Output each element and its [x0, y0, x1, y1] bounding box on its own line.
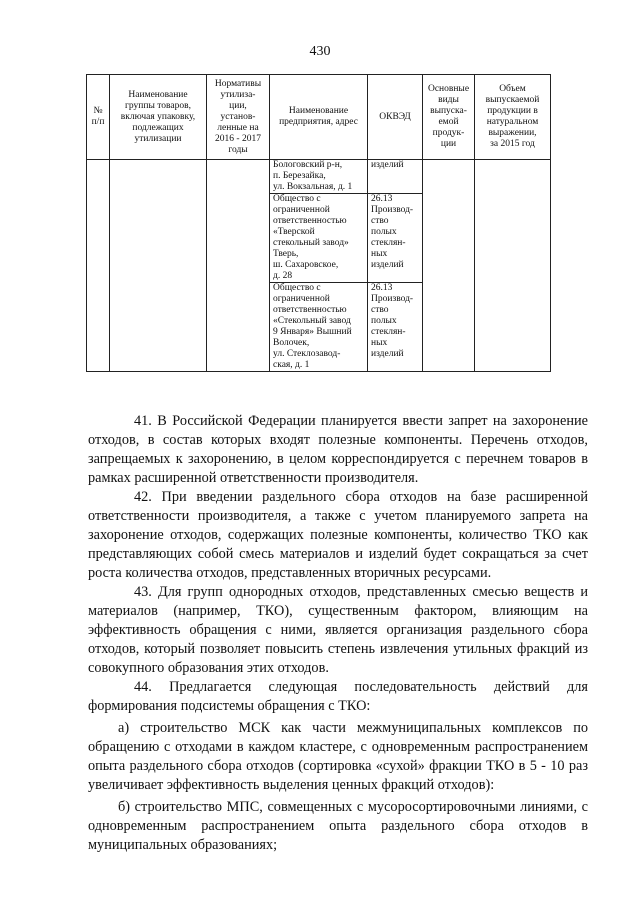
- header-line: ОКВЭД: [379, 111, 411, 122]
- okved-cell: [368, 283, 423, 372]
- okved-line: ных: [371, 338, 388, 348]
- okved-line: полых: [371, 316, 397, 326]
- header-line: Основные: [427, 84, 470, 94]
- header-line: Нормативы: [214, 78, 262, 89]
- header-line: ции: [440, 139, 457, 149]
- okved-line: изделий: [371, 349, 404, 359]
- volume-cell: [475, 160, 551, 372]
- company-line: д. 28: [273, 271, 293, 281]
- paragraph-43: 43. Для групп однородных отходов, представленных смесью веществ и материалов (например, ТКО), существенным фактором, влияющим на эффективность обращения с ними, является организация раздельного сбора отходов, который позволяет повысить степень извлечения утильных фракций из совокупного образования этих отходов.: [88, 584, 588, 676]
- okved-line: ство: [371, 216, 389, 226]
- page-number: 430: [309, 44, 331, 59]
- company-line: стекольный завод»: [273, 238, 349, 248]
- company-line: ответственностью: [273, 305, 347, 315]
- okved-line: 26.13: [371, 283, 393, 293]
- company-line: п. Березайка,: [273, 171, 326, 181]
- header-line: 2016 - 2017: [215, 133, 261, 144]
- paragraph-41: 41. В Российской Федерации планируется ввести запрет на захоронение отходов, в состав которых входят полезные компоненты. Перечень отходов, запрещаемых к захоронению, в целом корреспондируется с перечнем товаров в рамках расширенной ответственности производителя.: [88, 413, 588, 486]
- company-line: ская, д. 1: [273, 360, 310, 370]
- header-line: ленные на: [217, 122, 259, 133]
- company-line: ответственностью: [273, 216, 347, 226]
- row-number-cell: [87, 160, 110, 372]
- header-line: №: [93, 106, 103, 116]
- paragraph-44b: б) строительство МПС, совмещенных с мусоросортировочными линиями, с одновременным распространением опыта раздельного сбора отходов в муниципальных образованиях;: [88, 799, 588, 853]
- okved-line: изделий: [371, 160, 404, 170]
- enterprise-table: [86, 74, 551, 372]
- header-line: ции,: [229, 100, 247, 111]
- company-line: ш. Сахаровское,: [273, 260, 339, 270]
- header-line: включая упаковку,: [120, 111, 196, 122]
- header-line: годы: [228, 144, 248, 155]
- header-line: емой: [438, 117, 459, 127]
- main-products-cell: [423, 160, 475, 372]
- table-header-row: [87, 75, 551, 160]
- header-line: Объем: [499, 84, 526, 94]
- header-line: выпуска-: [430, 106, 467, 116]
- header-line: подлежащих: [132, 122, 184, 133]
- table-header-cell: [368, 75, 423, 160]
- table-header-cell: [423, 75, 475, 160]
- header-line: выпускаемой: [485, 95, 540, 105]
- header-line: утилиза-: [220, 89, 256, 100]
- header-line: Наименование: [128, 89, 188, 100]
- okved-line: 26.13: [371, 194, 393, 204]
- table-row: [87, 160, 551, 194]
- paragraph-42: 42. При введении раздельного сбора отходов на базе расширенной ответственности производителя, а также с учетом планируемого запрета на захоронение отходов, содержащих полезные компоненты, количество ТКО как представляющих собой смесь материалов и изделий будет сокращаться за счет роста количества отходов, представленных вторичных ресурсами.: [88, 489, 588, 581]
- header-line: п/п: [91, 117, 105, 127]
- company-cell: [270, 194, 368, 283]
- company-line: ул. Вокзальная, д. 1: [273, 182, 353, 192]
- company-line: Волочек,: [273, 338, 310, 348]
- company-line: Общество с: [273, 283, 321, 293]
- norm-cell: [207, 160, 270, 372]
- header-line: предприятия, адрес: [279, 117, 358, 127]
- header-line: выражении,: [488, 128, 537, 138]
- header-line: за 2015 год: [490, 139, 535, 149]
- company-line: Бологовский р-н,: [273, 160, 343, 170]
- header-line: виды: [438, 95, 459, 105]
- okved-line: Производ-: [371, 294, 414, 304]
- table-header-cell: [87, 75, 110, 160]
- header-line: продукции в: [487, 106, 538, 116]
- paragraph-44: 44. Предлагается следующая последовательность действий для формирования подсистемы обращения с ТКО:: [88, 679, 588, 714]
- okved-line: ных: [371, 249, 388, 259]
- company-line: ограниченной: [273, 205, 330, 215]
- header-line: Наименование: [288, 106, 349, 116]
- company-line: «Стекольный завод: [273, 316, 351, 326]
- table-header-cell: [475, 75, 551, 160]
- okved-line: Производ-: [371, 205, 414, 215]
- paragraph-44a: а) строительство МСК как части межмуниципальных комплексов по обращению с отходами в каждом кластере, с одновременным распространением опыта раздельного сбора отходов (сортировка «сухой» фракции ТКО в 5 - 10 раз увеличивает эффективность выделения ценных фракций отходов):: [88, 720, 588, 793]
- company-line: 9 Января» Вышний: [273, 327, 352, 337]
- header-line: установ-: [220, 111, 256, 122]
- company-line: Общество с: [273, 194, 321, 204]
- header-line: утилизации: [134, 133, 182, 144]
- okved-line: изделий: [371, 260, 404, 270]
- company-line: Тверь,: [273, 249, 299, 259]
- company-line: ограниченной: [273, 294, 330, 304]
- okved-cell: [368, 160, 423, 194]
- company-line: ул. Стеклозавод-: [273, 349, 341, 359]
- body-text: [88, 412, 588, 855]
- company-cell: [270, 160, 368, 194]
- table-header-cell: [110, 75, 207, 160]
- table-header-cell: [207, 75, 270, 160]
- okved-cell: [368, 194, 423, 283]
- header-line: продук-: [432, 128, 465, 138]
- okved-line: полых: [371, 227, 397, 237]
- table-header-cell: [270, 75, 368, 160]
- header-line: натуральном: [486, 117, 539, 127]
- header-line: группы товаров,: [125, 100, 191, 111]
- company-line: «Тверской: [273, 227, 315, 237]
- product-group-cell: [110, 160, 207, 372]
- okved-line: стеклян-: [371, 327, 406, 337]
- company-cell: [270, 283, 368, 372]
- okved-line: стеклян-: [371, 238, 406, 248]
- okved-line: ство: [371, 305, 389, 315]
